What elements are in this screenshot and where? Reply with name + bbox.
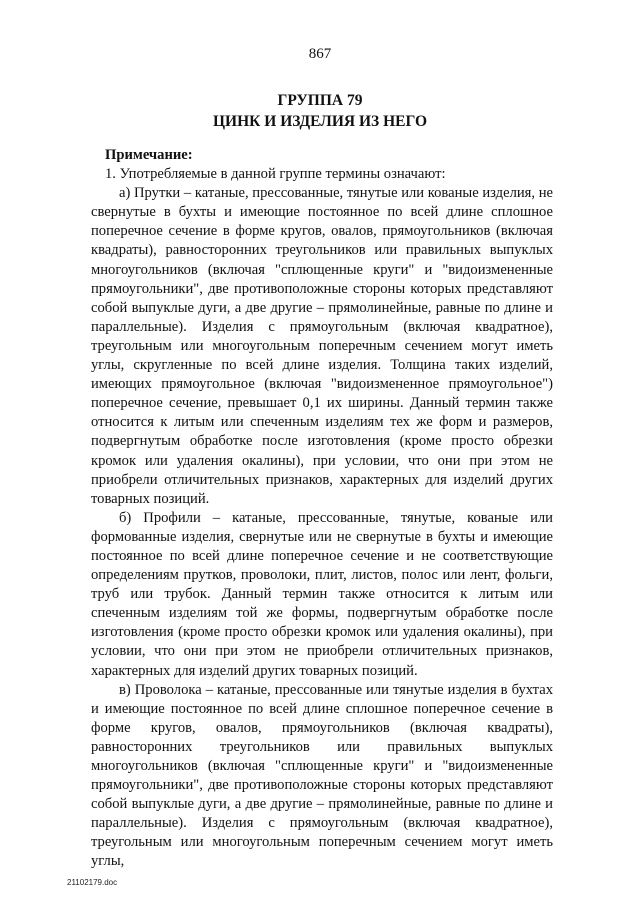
paragraph-wire: в) Проволока – катаные, прессованные или тянутые изделия в бухтах и имеющие постоянное по всей длине сплошное поперечное сечение в форме кругов, овалов, прямоугольников (включая квадраты), равносторонних треугольников или правильных выпуклых многоугольников (включая "сплющенные круги" и "видоизмененные прямоугольники", две противоположные стороны которых представляют собой выпуклые дуги, а две другие – прямолинейные, равные по длине и параллельные). Изделия с прямоугольным (включая квадратное), треугольным или многоугольным поперечным сечением могут иметь углы, <box>91 681 553 870</box>
paragraph-rods: а) Прутки – катаные, прессованные, тянутые или кованые изделия, не свернутые в бухты и имеющие постоянное по всей длине сплошное поперечное сечение в форме кругов, овалов, прямоугольников (включая квадраты), равносторонних треугольников или правильных выпуклых многоугольников (включая "сплющенные круги" и "видоизмененные прямоугольники", две противоположные стороны которых представляют собой выпуклые дуги, а две другие – прямолинейные, равные по длине и параллельные). Изделия с прямоугольным (включая квадратное), треугольным или многоугольным поперечным сечением могут иметь углы, скругленные по всей длине изделия. Толщина таких изделий, имеющих прямоугольное (включая "видоизмененное прямоугольное") поперечное сечение, превышает 0,1 их ширины. Данный термин также относится к литым или спеченным изделиям тех же форм и размеров, подвергнутым обработке после изготовления (кроме просто обрезки кромок или удаления окалины), при условии, что они при этом не приобрели отличительных признаков, характерных для изделий других товарных позиций. <box>91 185 553 507</box>
paragraph-profiles: б) Профили – катаные, прессованные, тянутые, кованые или формованные изделия, свернутые или не свернутые в бухты и имеющие постоянное по всей длине поперечное сечение и не соответствующие определениям прутков, проволоки, плит, листов, полос или лент, фольги, труб или трубок. Данный термин также относится к литым или спеченным изделиям той же формы, подвергнутым обработке после изготовления (кроме просто обрезки кромок или удаления окалины), при условии, что они при этом не приобрели отличительных признаков, характерных для изделий других товарных позиций. <box>91 509 553 679</box>
note-heading: Примечание: <box>105 147 193 163</box>
page-number: 867 <box>308 46 332 62</box>
note-section <box>91 146 553 872</box>
group-title <box>0 90 640 132</box>
group-name: ЦИНК И ИЗДЕЛИЯ ИЗ НЕГО <box>212 113 428 130</box>
footer-file-name: 21102179.doc <box>67 878 118 887</box>
note-intro: 1. Употребляемые в данной группе термины означают: <box>105 166 446 183</box>
group-number: ГРУППА 79 <box>277 92 363 109</box>
